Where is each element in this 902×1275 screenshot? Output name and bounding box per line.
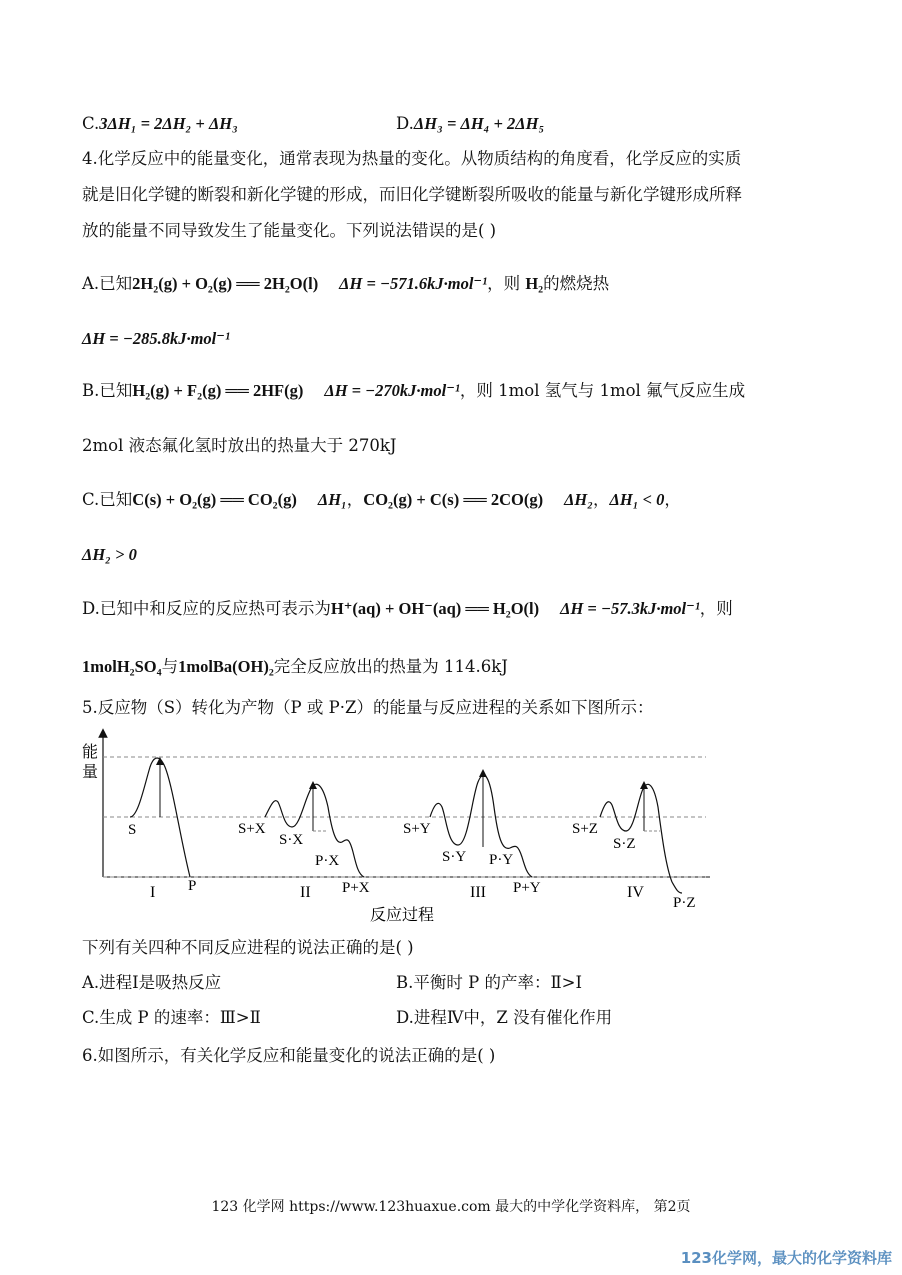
q4-stem-line-1: 4.化学反应中的能量变化，通常表现为热量的变化。从物质结构的角度看，化学反应的实质 <box>82 149 742 168</box>
label-p-dot-z: P·Z <box>673 895 696 911</box>
label-p-dot-y: P·Y <box>489 852 514 868</box>
q4-option-a-line-2: ΔH = −285.8kJ·mol⁻¹ <box>82 329 230 348</box>
q4-option-a: A.已知2H₂(g) + O₂(g) ══ 2H₂O(l) ΔH = −571.6kJ·mol⁻¹，则 H₂的燃烧热 <box>82 274 610 293</box>
numeral-1: I <box>150 884 156 901</box>
page-footer: 123 化学网 https://www.123huaxue.com 最大的中学化学资料库， 第2页 <box>211 1199 691 1215</box>
label-p-dot-x: P·X <box>315 853 340 869</box>
x-axis-label: 反应过程 <box>370 907 435 924</box>
label-s-dot-z: S·Z <box>613 836 636 852</box>
q4-b-dh: ΔH = −270kJ·mol⁻¹ <box>324 381 460 400</box>
y-axis-label-2: 量 <box>82 764 99 781</box>
q4-option-d: D.已知中和反应的反应热可表示为H⁺(aq) + OH⁻(aq) ══ H₂O(l) ΔH = −57.3kJ·mol⁻¹，则 <box>82 599 733 618</box>
q5-option-b: B.平衡时 P 的产率：Ⅱ>Ⅰ <box>396 973 583 992</box>
q5-option-d: D.进程Ⅳ中，Z 没有催化作用 <box>396 1008 613 1027</box>
q4-option-c: C.已知C(s) + O₂(g) ══ CO₂(g) ΔH₁，CO₂(g) + C(s) ══ 2CO(g) ΔH₂，ΔH₁ < 0， <box>82 490 681 509</box>
label-p-plus-x: P+X <box>342 880 370 896</box>
q4-d-equation: H⁺(aq) + OH⁻(aq) ══ H₂O(l) <box>330 599 540 618</box>
q3-option-d-formula: ΔH₃ = ΔH₄ + 2ΔH₅ <box>413 114 545 133</box>
watermark: 123化学网，最大的化学资料库 <box>680 1249 892 1267</box>
q5-stem: 5.反应物（S）转化为产物（P 或 P·Z）的能量与反应进程的关系如下图所示： <box>82 698 654 717</box>
label-s-dot-x: S·X <box>279 832 304 848</box>
label-s-1: S <box>128 822 137 838</box>
q4-b-equation: H₂(g) + F₂(g) ══ 2HF(g) <box>132 381 304 400</box>
y-axis-label-1: 能 <box>82 744 99 761</box>
q6-stem: 6.如图所示，有关化学反应和能量变化的说法正确的是( ) <box>82 1046 496 1065</box>
q4-c-equation-2: CO₂(g) + C(s) ══ 2CO(g) <box>363 490 544 509</box>
q5-option-a: A.进程Ⅰ是吸热反应 <box>82 973 222 992</box>
label-s-dot-y: S·Y <box>442 849 467 865</box>
q4-d-dh: ΔH = −57.3kJ·mol⁻¹ <box>560 599 700 618</box>
q4-c-equation-1: C(s) + O₂(g) ══ CO₂(g) <box>132 490 297 509</box>
q4-stem-line-2: 就是旧化学键的断裂和新化学键的形成，而旧化学键断裂所吸收的能量与新化学键形成所释 <box>82 185 742 204</box>
q5-option-c: C.生成 P 的速率：Ⅲ>Ⅱ <box>82 1008 261 1027</box>
label-s-plus-z: S+Z <box>572 821 598 837</box>
label-p-1: P <box>188 878 197 894</box>
numeral-3: III <box>470 884 486 901</box>
numeral-2: II <box>300 884 311 901</box>
label-s-plus-y: S+Y <box>403 821 431 837</box>
q4-a-dh: ΔH = −571.6kJ·mol⁻¹ <box>339 274 488 293</box>
label-p-plus-y: P+Y <box>513 880 541 896</box>
energy-profile-diagram <box>70 727 720 927</box>
q4-option-d-line-2: 1molH₂SO₄与1molBa(OH)₂完全反应放出的热量为 114.6kJ <box>82 657 508 676</box>
q4-a-species: H₂ <box>525 274 544 293</box>
q3-option-c-formula: 3ΔH₁ = 2ΔH₂ + ΔH₃ <box>99 114 238 133</box>
q3-option-c: C.3ΔH₁ = 2ΔH₂ + ΔH₃ <box>82 114 238 133</box>
q4-a-equation: 2H₂(g) + O₂(g) ══ 2H₂O(l) <box>132 274 319 293</box>
q4-option-c-line-2: ΔH₂ > 0 <box>82 545 137 564</box>
label-s-plus-x: S+X <box>238 821 266 837</box>
q3-option-d: D.ΔH₃ = ΔH₄ + 2ΔH₅ <box>396 114 545 133</box>
q5-question: 下列有关四种不同反应进程的说法正确的是( ) <box>82 938 414 957</box>
q4-option-b-line-2: 2mol 液态氟化氢时放出的热量大于 270kJ <box>82 436 397 455</box>
numeral-4: IV <box>627 884 644 901</box>
q4-option-b: B.已知H₂(g) + F₂(g) ══ 2HF(g) ΔH = −270kJ·mol⁻¹，则 1mol 氢气与 1mol 氟气反应生成 <box>82 381 746 400</box>
q4-stem-line-3: 放的能量不同导致发生了能量变化。下列说法错误的是( ) <box>82 221 497 240</box>
